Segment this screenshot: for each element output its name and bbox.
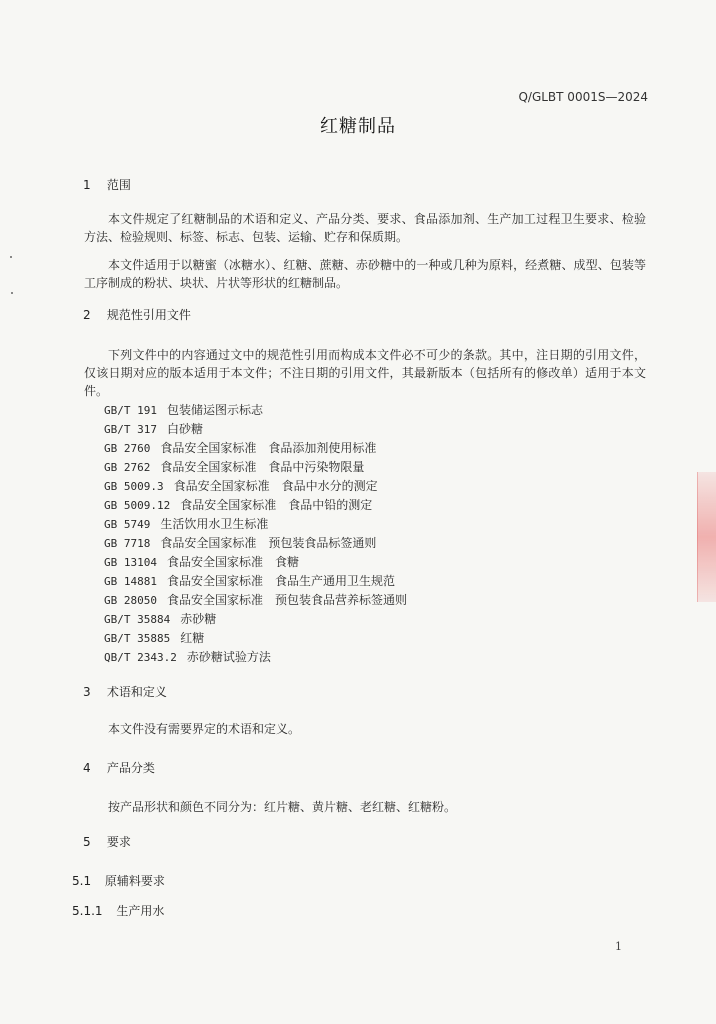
list-item: [104, 496, 407, 515]
reference-code: GB/T 35884: [104, 613, 171, 626]
references-intro-paragraph: 下列文件中的内容通过文中的规范性引用而构成本文件必不可少的条款。其中，注日期的引用文件，仅该日期对应的版本适用于本文件；不注日期的引用文件，其最新版本（包括所有的修改单）适用于本文件。: [84, 348, 646, 398]
section-title: 规范性引用文件: [106, 308, 191, 322]
section-number: 5.1.1: [72, 904, 103, 918]
section-number: 2: [83, 308, 91, 322]
reference-code: GB 2760: [104, 442, 151, 455]
reference-list: [104, 401, 407, 667]
reference-code: GB 2762: [104, 461, 151, 474]
list-item: [104, 610, 407, 629]
list-item: [104, 591, 407, 610]
reference-code: GB 28050: [104, 594, 157, 607]
reference-code: GB/T 191: [104, 404, 157, 417]
reference-code: GB 5009.3: [104, 480, 164, 493]
list-item: [104, 477, 407, 496]
section-heading-terms: [83, 683, 167, 700]
section-title: 要求: [106, 835, 131, 849]
section-title: 产品分类: [106, 761, 155, 775]
reference-code: GB 7718: [104, 537, 151, 550]
list-item: [104, 534, 407, 553]
list-item: [104, 458, 407, 477]
subsection-heading-raw-materials: [72, 872, 165, 889]
reference-title: 食品安全国家标准 食品生产通用卫生规范: [166, 574, 395, 588]
red-seal-stamp-edge: [697, 472, 716, 602]
list-item: [104, 572, 407, 591]
classification-paragraph: 按产品形状和颜色不同分为：红片糖、黄片糖、老红糖、红糖粉。: [108, 800, 457, 814]
section-number: 3: [83, 685, 91, 699]
section-number: 5.1: [72, 874, 92, 888]
reference-title: 红糖: [180, 631, 205, 645]
terms-paragraph: 本文件没有需要界定的术语和定义。: [108, 722, 301, 736]
reference-code: GB 14881: [104, 575, 157, 588]
list-item: [104, 648, 407, 667]
section-heading-classification: [83, 759, 155, 776]
reference-title: 生活饮用水卫生标准: [160, 517, 269, 531]
scope-paragraph-1: 本文件规定了红糖制品的术语和定义、产品分类、要求、食品添加剂、生产加工过程卫生要求、检验方法、检验规则、标签、标志、包装、运输、贮存和保质期。: [84, 212, 646, 244]
reference-title: 食品安全国家标准 食品添加剂使用标准: [160, 441, 377, 455]
reference-code: GB/T 317: [104, 423, 157, 436]
section-number: 1: [83, 178, 91, 192]
section-heading-scope: [83, 176, 131, 193]
reference-title: 赤砂糖试验方法: [186, 650, 271, 664]
section-heading-normative-references: [83, 306, 191, 323]
reference-code: GB 5009.12: [104, 499, 171, 512]
list-item: [104, 401, 407, 420]
list-item: [104, 629, 407, 648]
section-heading-requirements: [83, 833, 131, 850]
reference-code: GB 13104: [104, 556, 157, 569]
reference-title: 白砂糖: [166, 422, 203, 436]
reference-code: GB 5749: [104, 518, 151, 531]
page-number: 1: [615, 940, 622, 953]
document-code: Q/GLBT 0001S—2024: [518, 90, 648, 104]
reference-title: 食品安全国家标准 食品中污染物限量: [160, 460, 365, 474]
document-title: 红糖制品: [320, 116, 396, 137]
section-number: 4: [83, 761, 91, 775]
scope-paragraph-2: 本文件适用于以糖蜜（冰糖水）、红糖、蔗糖、赤砂糖中的一种或几种为原料，经煮糖、成型、包装等工序制成的粉状、块状、片状等形状的红糖制品。: [84, 258, 646, 290]
section-title: 术语和定义: [106, 685, 167, 699]
list-item: [104, 420, 407, 439]
section-number: 5: [83, 835, 91, 849]
scan-speck: [11, 292, 13, 294]
reference-title: 食品安全国家标准 食糖: [166, 555, 299, 569]
reference-title: 食品安全国家标准 食品中水分的测定: [173, 479, 378, 493]
section-title: 生产用水: [116, 904, 165, 918]
list-item: [104, 553, 407, 572]
subsection-heading-production-water: [72, 902, 164, 919]
reference-title: 食品安全国家标准 预包装食品标签通则: [160, 536, 377, 550]
section-title: 范围: [106, 178, 131, 192]
reference-title: 食品安全国家标准 预包装食品营养标签通则: [166, 593, 407, 607]
scan-speck: [10, 256, 12, 258]
reference-code: QB/T 2343.2: [104, 651, 177, 664]
reference-title: 赤砂糖: [180, 612, 217, 626]
section-title: 原辅料要求: [104, 874, 165, 888]
list-item: [104, 515, 407, 534]
reference-title: 食品安全国家标准 食品中铅的测定: [180, 498, 373, 512]
reference-code: GB/T 35885: [104, 632, 171, 645]
list-item: [104, 439, 407, 458]
reference-title: 包装储运图示标志: [166, 403, 263, 417]
